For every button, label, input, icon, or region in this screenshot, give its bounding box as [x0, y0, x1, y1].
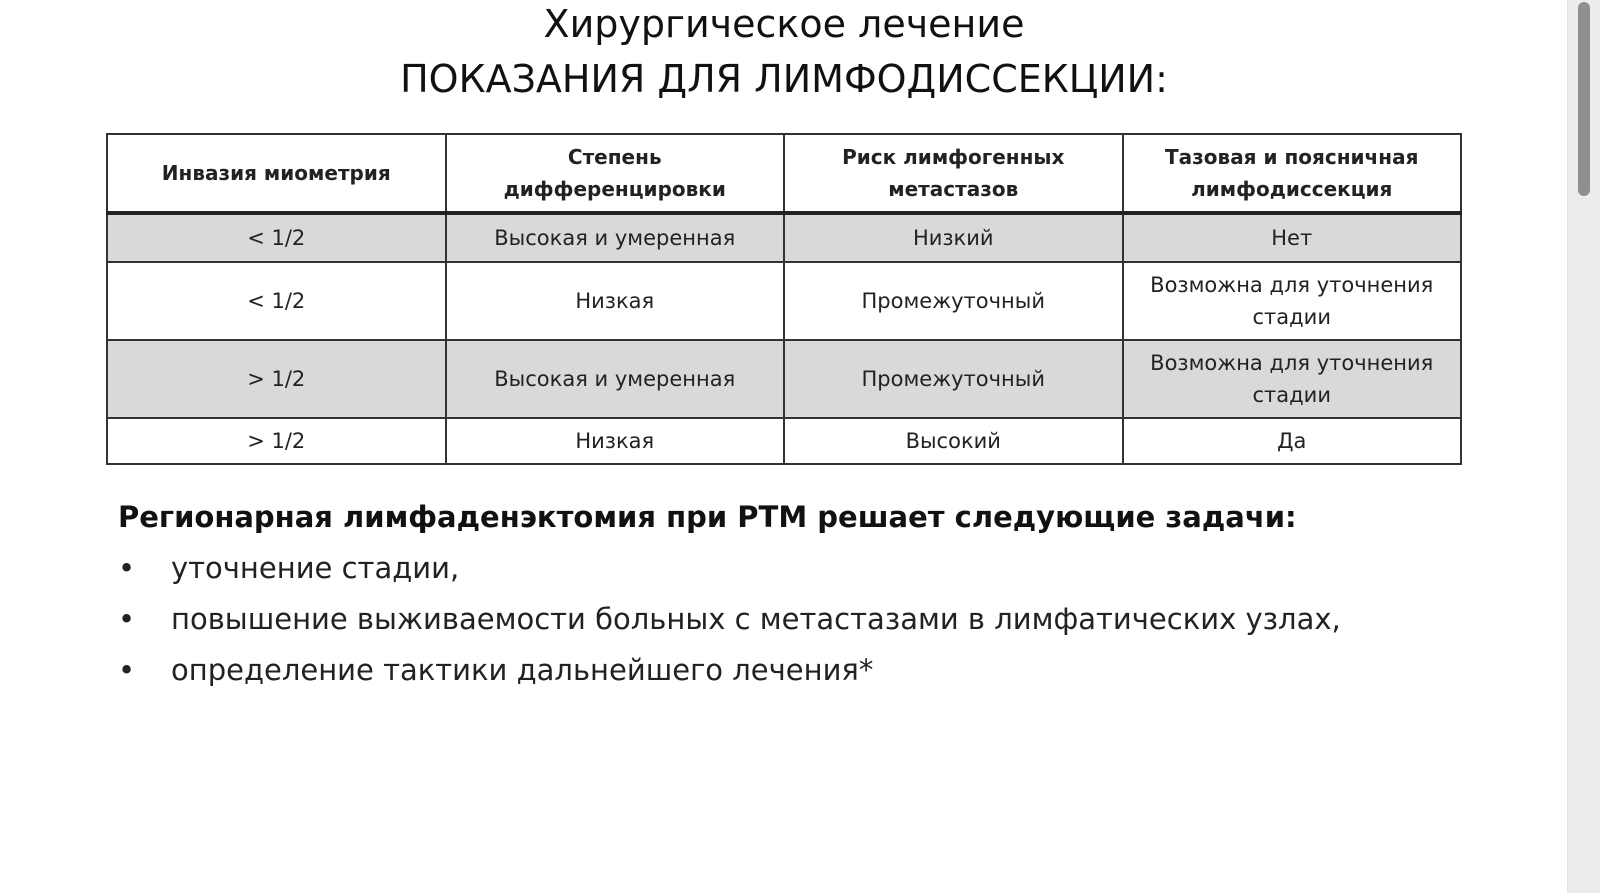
table-header-row [107, 134, 1461, 213]
table-cell: < 1/2 [107, 262, 446, 340]
bullet-icon: • [118, 551, 136, 585]
bullet-icon: • [118, 653, 136, 687]
table-row [107, 213, 1461, 262]
table-cell: Да [1123, 418, 1462, 464]
table-cell: Низкий [784, 213, 1123, 262]
header-myometrial-invasion: Инвазия миометрия [107, 134, 446, 213]
scrollbar-thumb[interactable] [1578, 2, 1590, 196]
table-row [107, 418, 1461, 464]
vertical-scrollbar[interactable] [1567, 0, 1600, 893]
table-row [107, 262, 1461, 340]
header-differentiation-grade: Степень дифференцировки [446, 134, 785, 213]
header-lymphadenectomy: Тазовая и поясничная лимфодиссекция [1123, 134, 1462, 213]
header-metastasis-risk: Риск лимфогенных метастазов [784, 134, 1123, 213]
table-cell: Промежуточный [784, 262, 1123, 340]
list-item [118, 599, 1341, 650]
table-cell: Нет [1123, 213, 1462, 262]
table-cell: > 1/2 [107, 340, 446, 418]
indications-table [106, 133, 1462, 465]
list-item [118, 548, 1341, 599]
table-cell: > 1/2 [107, 418, 446, 464]
list-item-text: определение тактики дальнейшего лечения* [171, 653, 874, 687]
table-cell: Высокая и умеренная [446, 340, 785, 418]
table-cell: Высокий [784, 418, 1123, 464]
slide-title: Хирургическое лечение [543, 2, 1025, 46]
table-cell: Низкая [446, 418, 785, 464]
table-row [107, 340, 1461, 418]
table-cell: Низкая [446, 262, 785, 340]
tasks-heading: Регионарная лимфаденэктомия при РТМ решает следующие задачи: [118, 500, 1297, 534]
bullet-icon: • [118, 602, 136, 636]
table-cell: Высокая и умеренная [446, 213, 785, 262]
list-item-text: повышение выживаемости больных с метастазами в лимфатических узлах, [171, 602, 1341, 636]
table-cell: Возможна для уточнения стадии [1123, 262, 1462, 340]
table-cell: Промежуточный [784, 340, 1123, 418]
table-cell: Возможна для уточнения стадии [1123, 340, 1462, 418]
table-cell: < 1/2 [107, 213, 446, 262]
list-item-text: уточнение стадии, [171, 551, 460, 585]
list-item [118, 650, 1341, 701]
tasks-list [118, 548, 1341, 701]
slide-subtitle: ПОКАЗАНИЯ ДЛЯ ЛИМФОДИССЕКЦИИ: [400, 57, 1168, 101]
